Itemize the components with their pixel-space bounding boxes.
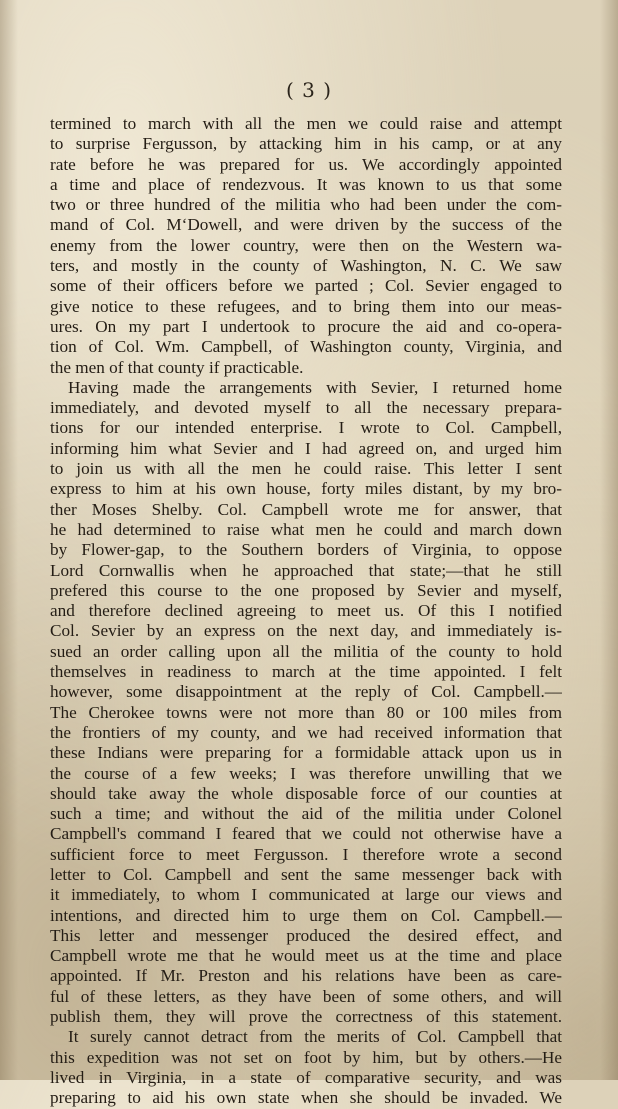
page-edge-right (600, 0, 618, 1080)
text-line: give notice to these refugees, and to bring them into our meas- (50, 296, 562, 316)
text-line: This letter and messenger produced the desired effect, and (50, 925, 562, 945)
text-line: the frontiers of my county, and we had received information that (50, 722, 562, 742)
page-edge-left (0, 0, 18, 1080)
text-line: It surely cannot detract from the merits of Col. Campbell that (68, 1027, 562, 1047)
text-line: two or three hundred of the militia who had been under the com- (50, 195, 562, 215)
text-line: publish them, they will prove the correctness of this statement. (50, 1007, 562, 1027)
text-line: to join us with all the men he could raise. This letter I sent (50, 459, 562, 479)
text-line: The Cherokee towns were not more than 80 or 100 miles from (50, 702, 562, 722)
text-line: themselves in readiness to march at the time appointed. I felt (50, 662, 562, 682)
text-line: this expedition was not set on foot by him, but by others.—He (50, 1047, 562, 1067)
text-line: these Indians were preparing for a formidable attack upon us in (50, 743, 562, 763)
text-line: and therefore declined agreeing to meet us. Of this I notified (50, 601, 562, 621)
text-line: the men of that county if practicable. (50, 357, 304, 377)
text-line: preparing to aid his own state when she should be invaded. We (50, 1088, 562, 1108)
text-line: lived in Virginia, in a state of comparative security, and was (50, 1067, 562, 1087)
text-line: ful of these letters, as they have been of some others, and will (50, 986, 562, 1006)
text-line: letter to Col. Campbell and sent the same messenger back with (50, 864, 562, 884)
text-line: Campbell wrote me that he would meet us at the time and place (50, 946, 562, 966)
text-line: sufficient force to meet Fergusson. I therefore wrote a second (50, 844, 562, 864)
text-line: informing him what Sevier and I had agreed on, and urged him (50, 438, 562, 458)
text-line: immediately, and devoted myself to all the necessary prepara- (50, 398, 562, 418)
body-text (50, 114, 562, 1109)
text-line: mand of Col. M‘Dowell, and were driven by the success of the (50, 215, 562, 235)
text-line: some of their officers before we parted ; Col. Sevier engaged to (50, 276, 562, 296)
text-line: termined to march with all the men we could raise and attempt (50, 114, 562, 133)
text-line: a time and place of rendezvous. It was known to us that some (50, 174, 562, 194)
text-line: he had determined to raise what men he could and march down (50, 519, 562, 539)
text-line: should take away the whole disposable force of our counties at (50, 783, 562, 803)
text-line: however, some disappointment at the reply of Col. Campbell.— (50, 682, 562, 702)
text-line: to surprise Fergusson, by attacking him in his camp, or at any (50, 134, 562, 154)
text-line: ures. On my part I undertook to procure the aid and co-opera- (50, 316, 562, 336)
text-line: Campbell's command I feared that we could not otherwise have a (50, 824, 562, 844)
text-line: enemy from the lower country, were then on the Western wa- (50, 235, 562, 255)
text-line: such a time; and without the aid of the militia under Colonel (50, 804, 562, 824)
text-line: ters, and mostly in the county of Washington, N. C. We saw (50, 256, 562, 276)
text-line: intentions, and directed him to urge them on Col. Campbell.— (50, 905, 562, 925)
text-line: it immediately, to whom I communicated at large our views and (50, 885, 562, 905)
text-line: Having made the arrangements with Sevier, I returned home (68, 377, 562, 397)
text-line: Col. Sevier by an express on the next day, and immediately is- (50, 621, 562, 641)
text-line: appointed. If Mr. Preston and his relations have been as care- (50, 966, 562, 986)
text-line: Lord Cornwallis when he approached that state;—that he still (50, 560, 562, 580)
text-line: ther Moses Shelby. Col. Campbell wrote me for answer, that (50, 499, 562, 519)
text-line: express to him at his own house, forty miles distant, by my bro- (50, 479, 562, 499)
page-number: ( 3 ) (285, 78, 333, 102)
text-line: sued an order calling upon all the militia of the county to hold (50, 641, 562, 661)
text-line: rate before he was prepared for us. We accordingly appointed (50, 154, 562, 174)
text-line: the course of a few weeks; I was therefore unwilling that we (50, 763, 562, 783)
text-line: tion of Col. Wm. Campbell, of Washington county, Virginia, and (50, 337, 562, 357)
text-line: tions for our intended enterprise. I wrote to Col. Campbell, (50, 418, 562, 438)
text-line: prefered this course to the one proposed by Sevier and myself, (50, 580, 562, 600)
text-line: by Flower-gap, to the Southern borders of Virginia, to oppose (50, 540, 562, 560)
